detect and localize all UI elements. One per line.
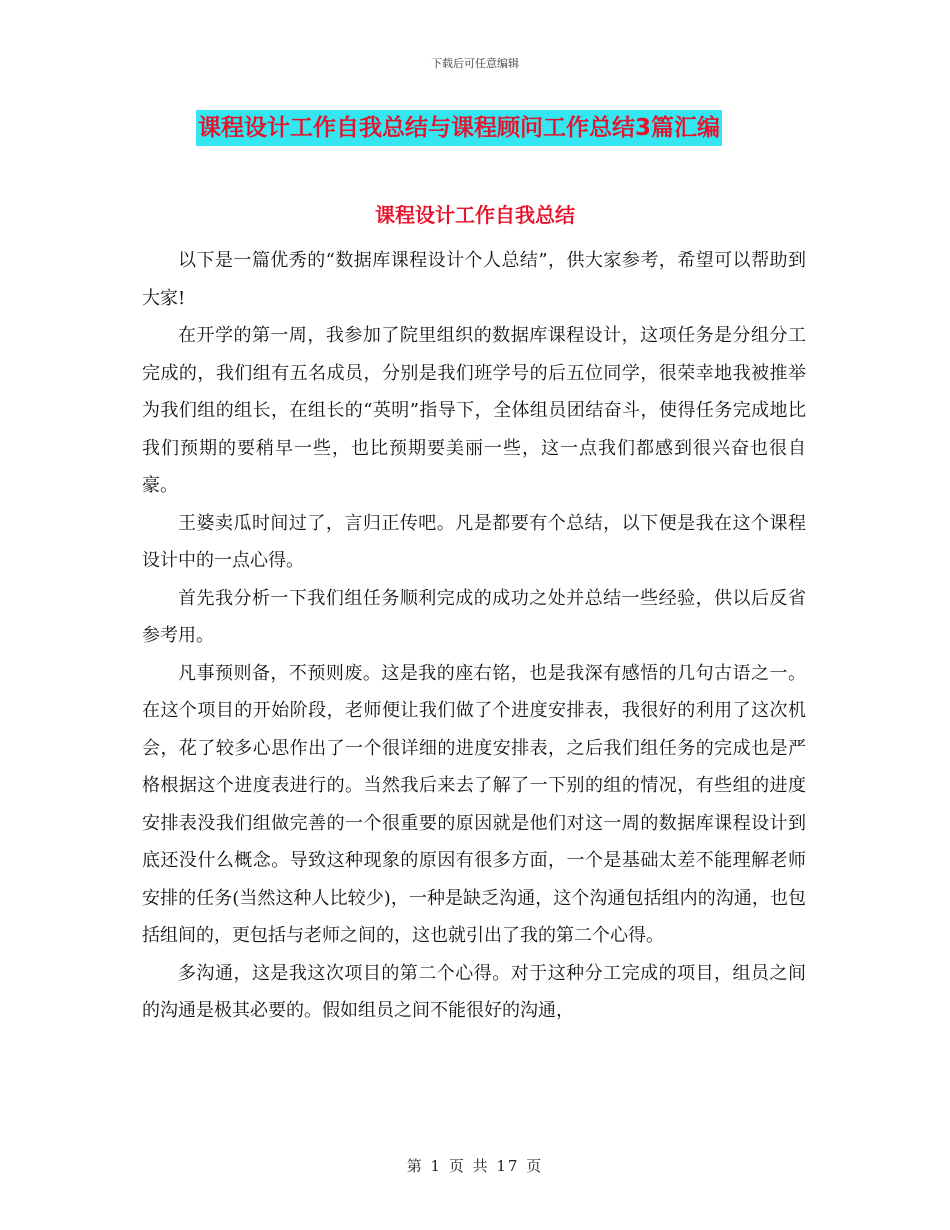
paragraph: 首先我分析一下我们组任务顺利完成的成功之处并总结一些经验，供以后反省参考用。: [142, 587, 806, 646]
page-number: 第 1 页 共 17 页: [406, 1157, 544, 1175]
body-text: [142, 242, 806, 1030]
paragraph: 多沟通，这是我这次项目的第二个心得。对于这种分工完成的项目，组员之间的沟通是极其必要的。假如组员之间不能很好的沟通，: [142, 962, 806, 1021]
section-title: 课程设计工作自我总结: [375, 203, 575, 227]
document-title: 课程设计工作自我总结与课程顾问工作总结3篇汇编: [196, 110, 722, 146]
paragraph: 王婆卖瓜时间过了，言归正传吧。凡是都要有个总结，以下便是我在这个课程设计中的一点心得。: [142, 512, 806, 571]
paragraph: 在开学的第一周，我参加了院里组织的数据库课程设计，这项任务是分组分工完成的，我们组有五名成员，分别是我们班学号的后五位同学，很荣幸地我被推举为我们组的组长，在组长的“英明”指导下，全体组员团结奋斗，使得任务完成地比我们预期的要稍早一些，也比预期要美丽一些，这一点我们都感到很兴奋也很自豪。: [142, 325, 806, 496]
page-header-note: 下载后可任意编辑: [431, 57, 519, 70]
paragraph: 以下是一篇优秀的“数据库课程设计个人总结”，供大家参考，希望可以帮助到大家!: [142, 250, 806, 309]
paragraph: 凡事预则备，不预则废。这是我的座右铭，也是我深有感悟的几句古语之一。在这个项目的开始阶段，老师便让我们做了个进度安排表，我很好的利用了这次机会，花了较多心思作出了一个很详细的进度安排表，之后我们组任务的完成也是严格根据这个进度表进行的。当然我后来去了解了一下别的组的情况，有些组的进度安排表没我们组做完善的一个很重要的原因就是他们对这一周的数据库课程设计到底还没什么概念。导致这种现象的原因有很多方面，一个是基础太差不能理解老师安排的任务(当然这种人比较少)，一种是缺乏沟通，这个沟通包括组内的沟通，也包括组间的，更包括与老师之间的，这也就引出了我的第二个心得。: [142, 662, 806, 946]
